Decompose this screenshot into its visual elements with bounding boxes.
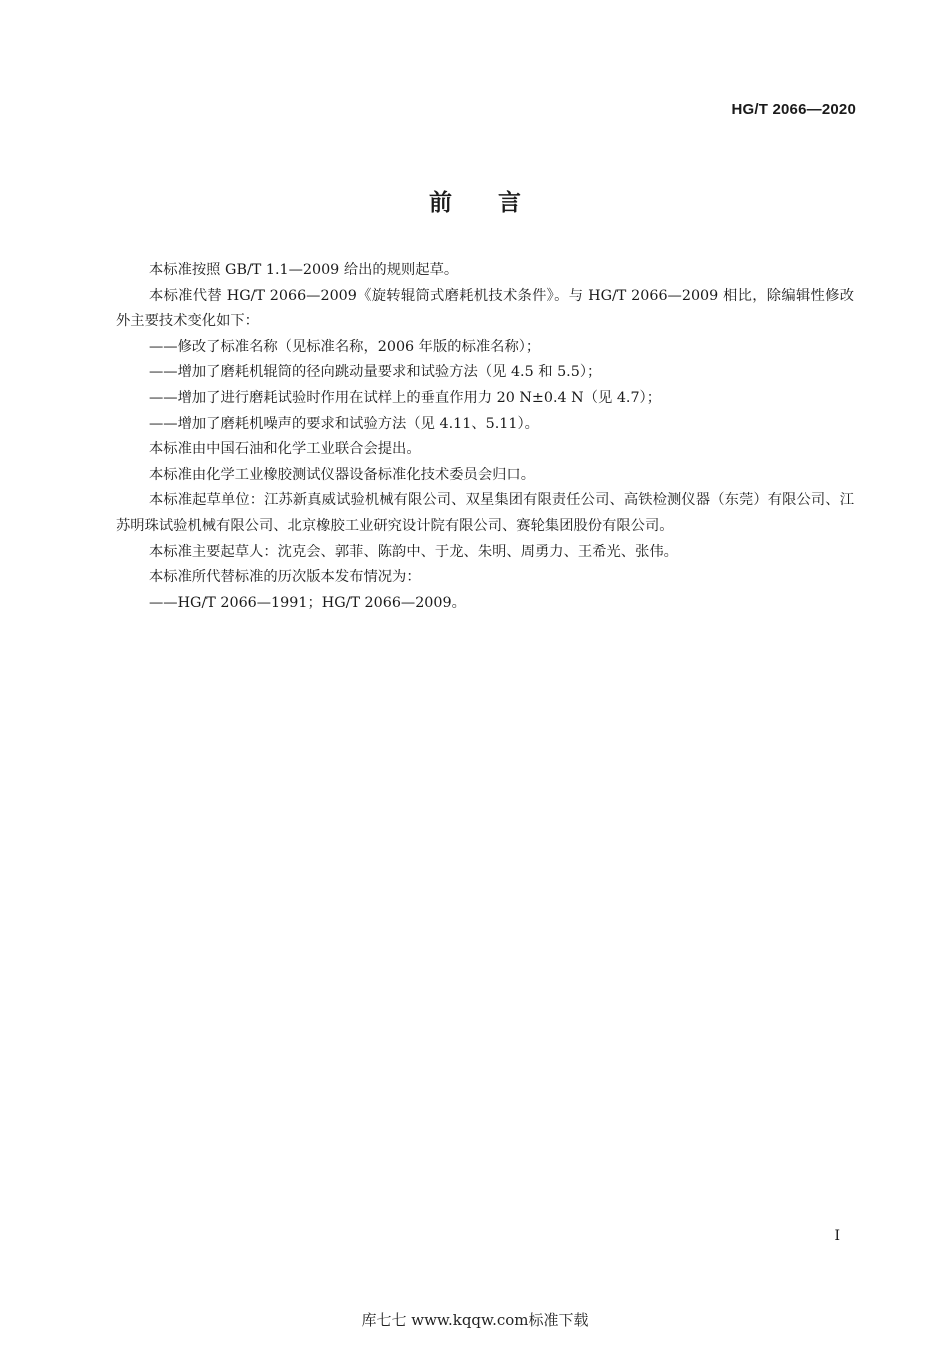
page-title: 前言 [429,190,567,216]
paragraph-proposed-by: 本标准由中国石油和化学工业联合会提出。 [149,441,421,458]
change-item-1: ——修改了标准名称（见标准名称，2006 年版的标准名称）； [149,338,541,355]
change-item-3: ——增加了进行磨耗试验时作用在试样上的垂直作用力 20 N±0.4 N（见 4.7）； [149,389,662,406]
paragraph-drafters: 本标准主要起草人：沈克会、郭菲、陈韵中、于龙、朱明、周勇力、王希光、张伟。 [149,543,678,560]
document-body [116,258,854,616]
change-item-2: ——增加了磨耗机辊筒的径向跳动量要求和试验方法（见 4.5 和 5.5）； [149,364,602,381]
paragraph-history-intro: 本标准所代替标准的历次版本发布情况为： [149,569,421,586]
page-number: I [834,1228,840,1244]
paragraph-centralized-by: 本标准由化学工业橡胶测试仪器设备标准化技术委员会归口。 [149,466,536,483]
standard-code: HG/T 2066—2020 [731,101,856,118]
change-item-4: ——增加了磨耗机噪声的要求和试验方法（见 4.11、5.11）。 [149,415,539,432]
paragraph-replaces: 本标准代替 HG/T 2066—2009《旋转辊筒式磨耗机技术条件》。与 HG/T 2066—2009 相比，除编辑性修改外主要技术变化如下： [116,287,854,330]
footer-watermark: 库七七 www.kqqw.com标准下载 [361,1311,589,1329]
paragraph-drafting-rules: 本标准按照 GB/T 1.1—2009 给出的规则起草。 [149,262,459,278]
history-item: ——HG/T 2066—1991；HG/T 2066—2009。 [149,594,466,611]
paragraph-drafting-units: 本标准起草单位：江苏新真威试验机械有限公司、双星集团有限责任公司、高铁检测仪器（东莞）有限公司、江苏明珠试验机械有限公司、北京橡胶工业研究设计院有限公司、赛轮集团股份有限公司。 [116,492,854,534]
